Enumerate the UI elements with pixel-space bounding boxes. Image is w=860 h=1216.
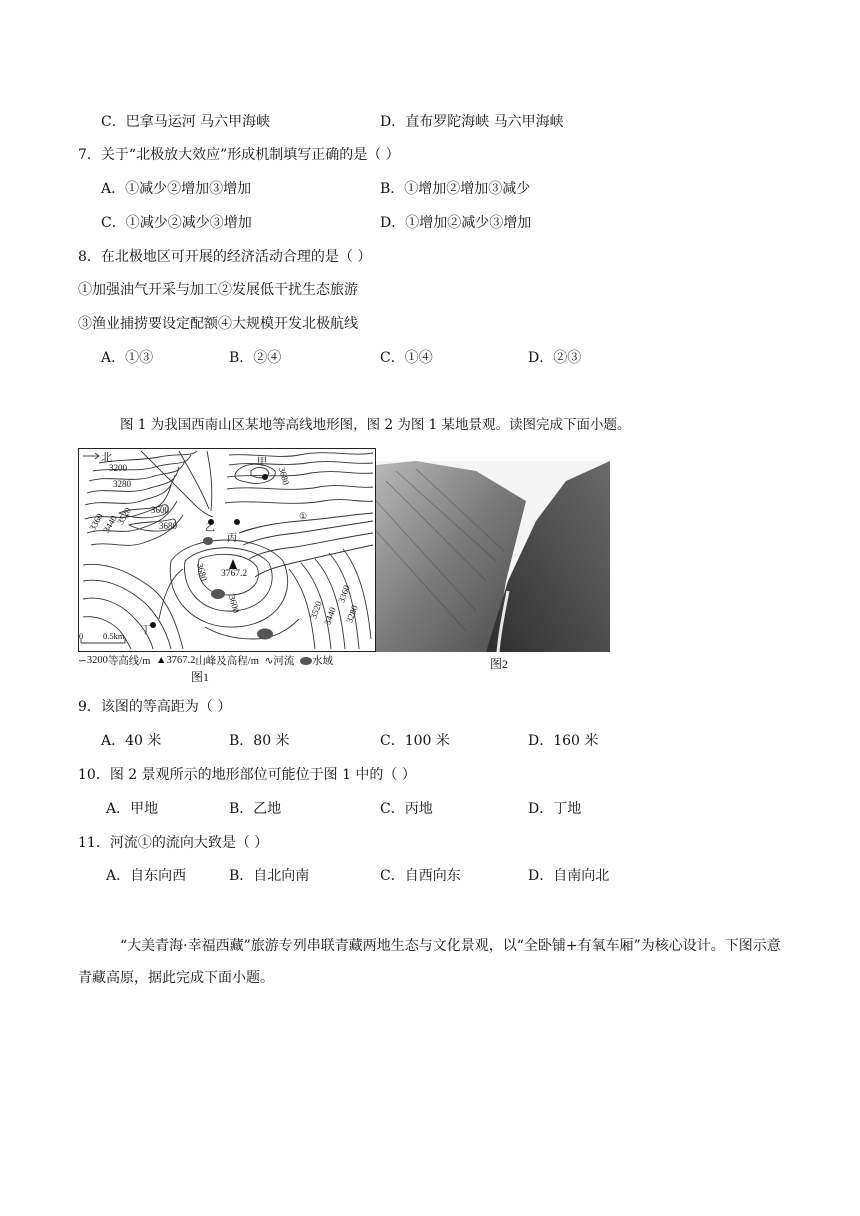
contour-label: 3360 xyxy=(336,583,352,605)
contour-label: 3280 xyxy=(113,479,131,489)
q9-stem: 9．该图的等高距为（ ） xyxy=(78,699,232,715)
legend-river-label: 河流 xyxy=(273,656,295,667)
q10-option-b: B．乙地 xyxy=(229,801,282,817)
contour-label: 3520 xyxy=(308,599,324,621)
contour-icon: ∽ xyxy=(78,655,87,667)
q10-stem: 10．图 2 景观所示的地形部位可能位于图 1 中的（ ） xyxy=(78,767,416,783)
legend-peak-label: 山峰及高程/m xyxy=(195,656,259,667)
tibet-train-intro: “大美青海·幸福西藏”旅游专列串联青藏两地生态与文化景观，以“全卧铺+有氧车厢”为核心设计。下图示意青藏高原，据此完成下面小题。 xyxy=(78,938,781,986)
contour-label: 3200 xyxy=(109,463,127,473)
q7-option-a: A．①减少②增加③增加 xyxy=(101,181,252,197)
scale-label: 0.5km xyxy=(103,631,125,641)
figure-intro: 图 1 为我国西南山区某地等高线地形图，图 2 为图 1 某地景观。读图完成下面小题。 xyxy=(120,417,631,433)
contour-label: 3680 xyxy=(276,466,292,486)
q7-stem: 7．关于“北极放大效应”形成机制填写正确的是（ ） xyxy=(78,147,400,163)
contour-label: 3600 xyxy=(151,505,169,515)
q7-option-c: C．①减少②减少③增加 xyxy=(101,215,252,231)
q10-option-d: D．丁地 xyxy=(528,801,582,817)
q11-option-d: D．自南向北 xyxy=(528,868,610,884)
contour-map xyxy=(78,448,376,652)
q9-option-a: A．40 米 xyxy=(101,733,162,749)
contour-label: 3680 xyxy=(194,562,210,582)
valley-photo xyxy=(376,461,610,652)
q9-option-b: B．80 米 xyxy=(229,733,290,749)
contour-label: 3440 xyxy=(101,513,119,535)
river-1-label: ① xyxy=(299,511,308,521)
point-yi-label: 乙 xyxy=(205,523,215,534)
scale-zero-label: 0 xyxy=(79,631,84,641)
q6-option-c: C．巴拿马运河 马六甲海峡 xyxy=(101,114,271,130)
river-icon: ∿ xyxy=(264,655,274,667)
contour-label: 3680 xyxy=(159,521,177,531)
q9-option-c: C．100 米 xyxy=(380,733,450,749)
legend-contour-label: 等高线/m xyxy=(107,656,151,667)
north-label: 北 xyxy=(101,452,112,464)
q9-option-d: D．160 米 xyxy=(528,733,599,749)
figure-1-caption: 图1 xyxy=(191,670,210,684)
q8-statement-line-2: ③渔业捕捞要设定配额④大规模开发北极航线 xyxy=(78,316,358,332)
contour-label: 3360 xyxy=(87,511,105,533)
q11-stem: 11．河流①的流向大致是（ ） xyxy=(78,835,269,851)
point-bing-label: 丙 xyxy=(227,533,237,544)
contour-label: 3280 xyxy=(344,603,360,625)
q8-option-d: D．②③ xyxy=(528,350,582,366)
contour-label: 3440 xyxy=(322,605,338,627)
q7-option-d: D．①增加②减少③增加 xyxy=(380,215,532,231)
legend-contour-value: 3200 xyxy=(86,655,108,666)
q8-option-b: B．②④ xyxy=(229,350,282,366)
q10-option-a: A．甲地 xyxy=(106,801,159,817)
q8-option-c: C．①④ xyxy=(380,350,433,366)
map-legend xyxy=(78,653,333,668)
q11-option-b: B．自北向南 xyxy=(229,868,310,884)
q11-option-c: C．自西向东 xyxy=(380,868,461,884)
q8-statement-line-1: ①加强油气开采与加工②发展低干扰生态旅游 xyxy=(78,282,358,298)
point-jia-label: 甲 xyxy=(257,457,267,468)
figure-2-caption: 图2 xyxy=(490,657,509,671)
q7-option-b: B．①增加②增加③减少 xyxy=(380,181,531,197)
q10-option-c: C．丙地 xyxy=(380,801,433,817)
water-icon xyxy=(300,657,312,665)
water-body xyxy=(203,537,213,545)
peak-icon: ▲ xyxy=(156,655,167,666)
contour-label: 3520 xyxy=(115,505,133,527)
legend-peak-value: 3767.2 xyxy=(166,655,196,666)
contour-label: 3600 xyxy=(226,594,242,614)
point-ding-label: 丁 xyxy=(141,625,151,636)
q11-option-a: A．自东向西 xyxy=(106,868,187,884)
q6-option-d: D．直布罗陀海峡 马六甲海峡 xyxy=(380,114,564,130)
q8-option-a: A．①③ xyxy=(101,350,154,366)
q8-stem: 8．在北极地区可开展的经济活动合理的是（ ） xyxy=(78,249,372,265)
legend-water-label: 水域 xyxy=(311,656,333,667)
peak-elevation-label: 3767.2 xyxy=(221,569,248,579)
